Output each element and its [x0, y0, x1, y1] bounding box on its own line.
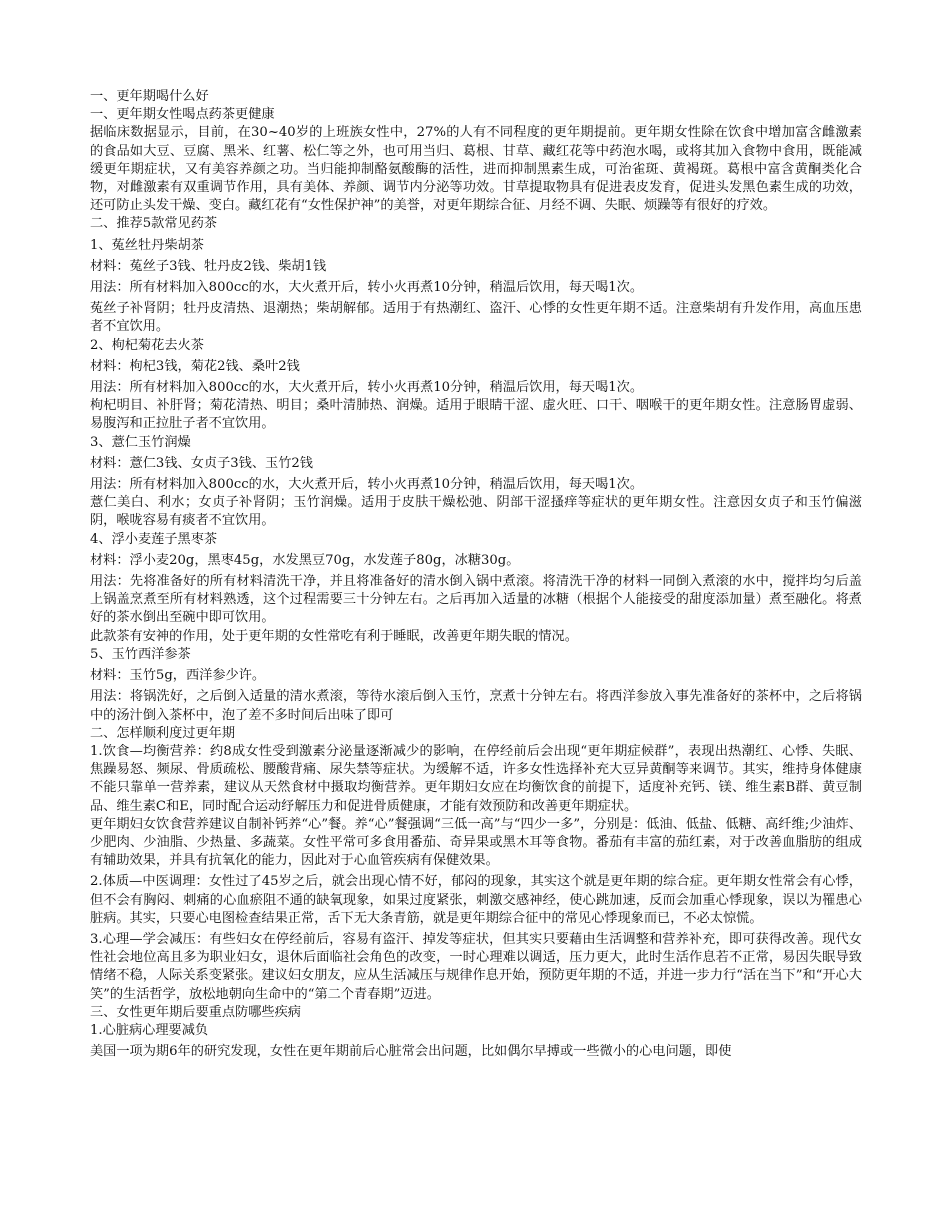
- recipe-title: 3、薏仁玉竹润燥: [90, 434, 191, 450]
- body-paragraph: 3.心理—学会减压：有些妇女在停经前后，容易有盗汗、掉发等症状，但其实只要藉由生活调整和营养补充，即可获得改善。现代女性社会地位高且多为职业妇女，退休后面临社会角色的改变，一时心理难以调适，压力更大，此时生活作息若不正常，易因失眠导致情绪不稳，人际关系变紧张。建议妇女朋友，应从生活减压与规律作息开始，预防更年期的不适，并进一步力行“活在当下”和“开心大笑”的生活哲学，放松地朝向生命中的“第二个青春期”迈进。: [90, 931, 862, 1002]
- recipe-ingredients: 材料：菟丝子3钱、牡丹皮2钱、柴胡1钱: [90, 258, 327, 274]
- recipe-method: 用法：所有材料加入800cc的水，大火煮开后，转小火再煮10分钟，稍温后饮用，每天喝1次。: [90, 280, 644, 296]
- body-paragraph: 更年期妇女饮食营养建议自制补钙养“心”餐。养“心”餐强调“三低一高”与“四少一多”，分别是：低油、低盐、低糖、高纤维;少油炸、少肥肉、少油脂、少热量、多蔬菜。女性平常可多食用番茄、奇异果或黑木耳等食物。番茄有丰富的茄红素，对于改善血脂肪的组成有辅助效果，并具有抗氧化的能力，因此对于心血管疾病有保健效果。: [90, 816, 862, 869]
- recipe-ingredients: 材料：玉竹5g，西洋参少许。: [90, 668, 266, 684]
- recipe-method: 用法：所有材料加入800cc的水，大火煮开后，转小火再煮10分钟，稍温后饮用，每天喝1次。: [90, 477, 644, 493]
- subsection-heading: 二、推荐5款常见药茶: [90, 216, 218, 232]
- subsection-heading: 二、怎样顺利度过更年期: [90, 725, 236, 741]
- recipe-notes: 此款茶有安神的作用，处于更年期的女性常吃有利于睡眠，改善更年期失眠的情况。: [90, 628, 578, 644]
- body-paragraph: 据临床数据显示，目前，在30~40岁的上班族女性中，27%的人有不同程度的更年期提前。更年期女性除在饮食中增加富含雌激素的食品如大豆、豆腐、黑米、红薯、松仁等之外，也可用当归、葛根、甘草、藏红花等中药泡水喝，或将其加入食物中食用，既能减缓更年期症状，又有美容养颜之功。当归能抑制酪氨酸酶的活性，进而抑制黑素生成，可治雀斑、黄褐斑。葛根中富含黄酮类化合物，对雌激素有双重调节作用，具有美体、养颜、调节内分泌等功效。甘草提取物具有促进表皮发育，促进头发黑色素生成的功效，还可防止头发干燥、变白。藏红花有“女性保护神”的美誉，对更年期综合征、月经不调、失眠、烦躁等有很好的疗效。: [90, 125, 862, 214]
- section-heading: 三、女性更年期后要重点防哪些疾病: [90, 1004, 301, 1020]
- body-paragraph: 2.体质—中医调理：女性过了45岁之后，就会出现心情不好，郁闷的现象，其实这个就是更年期的综合症。更年期女性常会有心悸，但不会有胸闷、刺痛的心血瘀阻不通的缺氧现象，如果过度紧张，刺激交感神经，使心跳加速，反而会加重心悸现象，误以为罹患心脏病。其实，只要心电图检查结果正常，舌下无大条青筋，就是更年期综合征中的常见心悸现象而已，不必太惊慌。: [90, 874, 862, 926]
- recipe-title: 4、浮小麦莲子黑枣茶: [90, 531, 218, 547]
- body-paragraph: 美国一项为期6年的研究发现，女性在更年期前后心脏常会出问题，比如偶尔早搏或一些微小的心电问题，即使: [90, 1044, 732, 1060]
- subsection-heading: 1.心脏病心理要减负: [90, 1022, 209, 1038]
- section-heading: 一、更年期喝什么好: [90, 89, 209, 104]
- recipe-notes: 薏仁美白、利水；女贞子补肾阴；玉竹润燥。适用于皮肤干燥松弛、阴部干涩搔痒等症状的更年期女性。注意因女贞子和玉竹偏滋阴，喉咙容易有痰者不宜饮用。: [90, 495, 862, 529]
- recipe-ingredients: 材料：薏仁3钱、女贞子3钱、玉竹2钱: [90, 455, 313, 471]
- recipe-notes: 枸杞明目、补肝肾；菊花清热、明目；桑叶清肺热、润燥。适用于眼睛干涩、虚火旺、口干、咽喉干的更年期女性。注意肠胃虚弱、易腹泻和正拉肚子者不宜饮用。: [90, 398, 862, 432]
- recipe-ingredients: 材料：浮小麦20g，黑枣45g，水发黑豆70g，水发莲子80g，冰糖30g。: [90, 552, 520, 568]
- body-paragraph: 1.饮食—均衡营养：约8成女性受到激素分泌量逐渐减少的影响，在停经前后会出现“更年期症候群”，表现出热潮红、心悸、失眠、焦躁易怒、频尿、骨质疏松、腰酸背痛、尿失禁等症状。为缓解不适，许多女性选择补充大豆异黄酮等来调节。其实，维持身体健康不能只靠单一营养素，建议从天然食材中摄取均衡营养。更年期妇女应在均衡饮食的前提下，适度补充钙、镁、维生素B群、黄豆制品、维生素C和E，同时配合运动纾解压力和促进骨质健康，才能有效预防和改善更年期症状。: [90, 743, 862, 814]
- recipe-title: 1、菟丝牡丹柴胡茶: [90, 237, 204, 253]
- recipe-method: 用法：先将准备好的所有材料清洗干净，并且将准备好的清水倒入锅中煮滚。将清洗干净的材料一同倒入煮滚的水中，搅拌均匀后盖上锅盖烹煮至所有材料熟透，这个过程需要三十分钟左右。之后再加入适量的冰糖（根据个人能接受的甜度添加量）煮至融化。将煮好的茶水倒出至碗中即可饮用。: [90, 574, 862, 626]
- recipe-method: 用法：所有材料加入800cc的水，大火煮开后，转小火再煮10分钟，稍温后饮用，每天喝1次。: [90, 380, 644, 396]
- recipe-ingredients: 材料：枸杞3钱，菊花2钱、桑叶2钱: [90, 358, 300, 374]
- recipe-notes: 菟丝子补肾阴；牡丹皮清热、退潮热；柴胡解郁。适用于有热潮红、盗汗、心悸的女性更年期不适。注意柴胡有升发作用，高血压患者不宜饮用。: [90, 301, 862, 335]
- subsection-heading: 一、更年期女性喝点药茶更健康: [90, 107, 275, 123]
- recipe-method: 用法：将锅洗好，之后倒入适量的清水煮滚，等待水滚后倒入玉竹，烹煮十分钟左右。将西洋参放入事先准备好的茶杯中，之后将锅中的汤汁倒入茶杯中，泡了差不多时间后出味了即可: [90, 689, 862, 723]
- recipe-title: 2、枸杞菊花去火茶: [90, 337, 204, 353]
- recipe-title: 5、玉竹西洋参茶: [90, 646, 191, 662]
